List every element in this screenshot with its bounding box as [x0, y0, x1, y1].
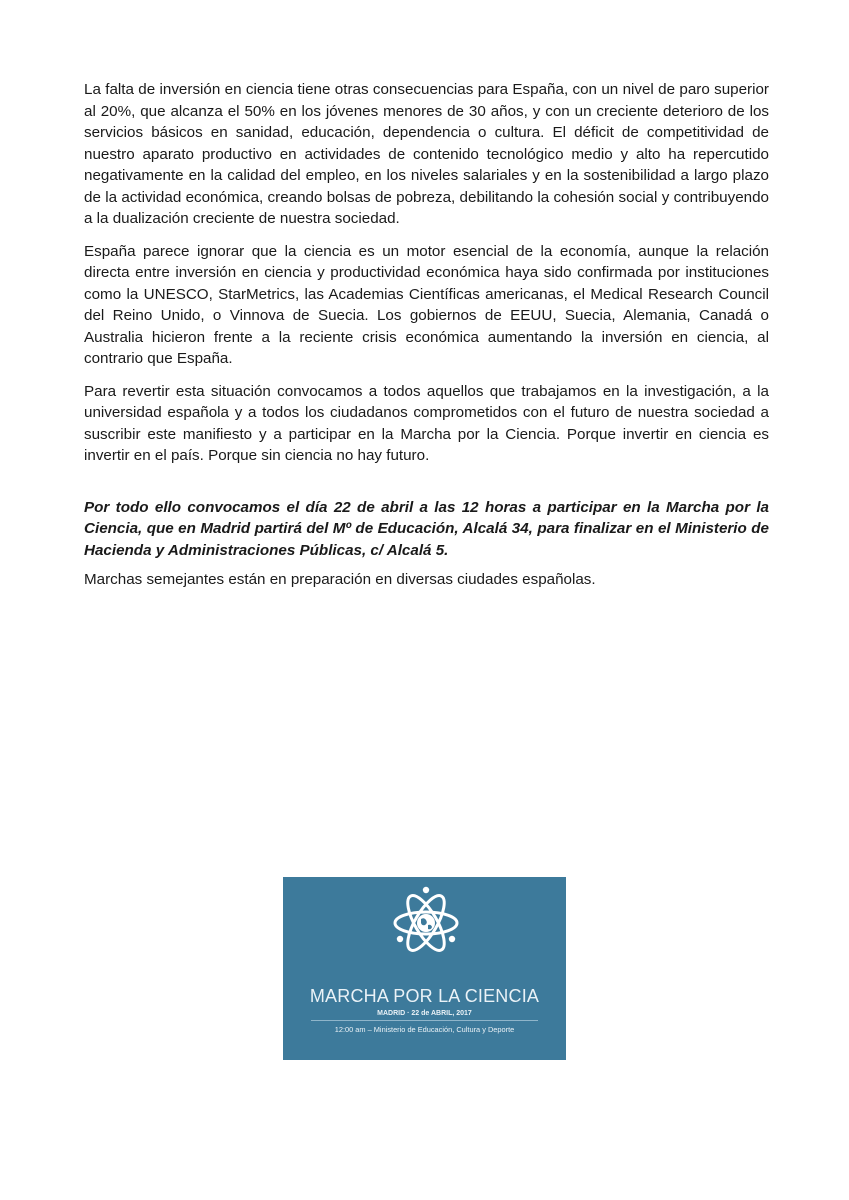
paragraph-economy: España parece ignorar que la ciencia es un motor esencial de la economía, aunque la relación directa entre inversión en ciencia y productividad económica haya sido confirmada por instituciones como la UNESCO, StarMetrics, las Academias Científicas americanas, el Medical Research Council del Reino Unido, o Vinnova de Suecia. Los gobiernos de EEUU, Suecia, Alemania, Canadá o Australia hicieron frente a la reciente crisis económica aumentando la inversión en ciencia, al contrario que España. [84, 242, 769, 367]
poster-divider [311, 1020, 538, 1021]
paragraph-call-to-join: Para revertir esta situación convocamos a todos aquellos que trabajamos en la investigación, a la universidad española y a todos los ciudadanos comprometidos con el futuro de nuestra sociedad a suscribir este manifiesto y a participar en la Marcha por la Ciencia. Porque invertir en ciencia es invertir en el país. Porque sin ciencia no hay futuro. [84, 382, 769, 464]
poster-location: 12:00 am – Ministerio de Educación, Cultura y Deporte [334, 1025, 515, 1034]
atom-globe-icon [390, 885, 462, 957]
closing-line: Marchas semejantes están en preparación en diversas ciudades españolas. [84, 571, 596, 588]
manifesto-text [84, 79, 769, 602]
poster-title: MARCHA POR LA CIENCIA [309, 986, 540, 1006]
poster-date: MADRID · 22 de ABRIL, 2017 [377, 1010, 472, 1017]
march-poster [283, 877, 566, 1060]
paragraph-unemployment: La falta de inversión en ciencia tiene otras consecuencias para España, con un nivel de paro superior al 20%, que alcanza el 50% en los jóvenes menores de 30 años, y con un creciente deterioro de los servicios básicos en sanidad, educación, dependencia o cultura. El déficit de competitividad de nuestro aparato productivo en actividades de contenido tecnológico medio y alto ha repercutido negativamente en la calidad del empleo, en los niveles salariales y en la sostenibilidad a largo plazo de la actividad económica, creando bolsas de pobreza, debilitando la cohesión social y contribuyendo a la dualización creciente de nuestra sociedad. [84, 81, 769, 227]
call-to-action: Por todo ello convocamos el día 22 de abril a las 12 horas a participar en la Marcha por la Ciencia, que en Madrid partirá del Mº de Educación, Alcalá 34, para finalizar en el Ministerio de Hacienda y Administraciones Públicas, c/ Alcalá 5. [84, 498, 769, 559]
